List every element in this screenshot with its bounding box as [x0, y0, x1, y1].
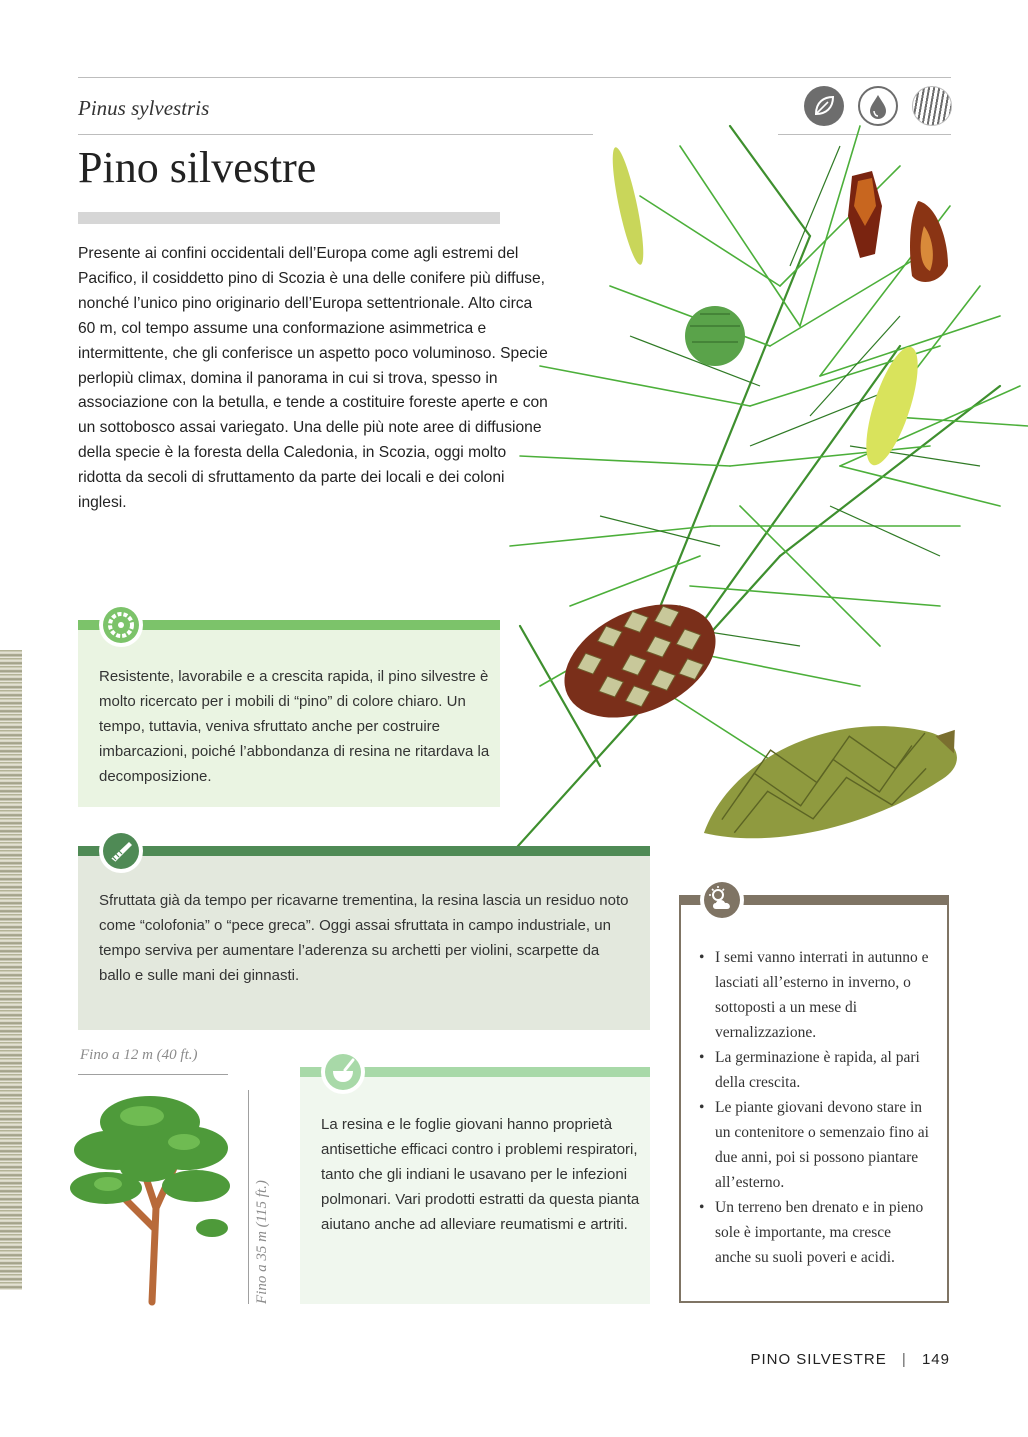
intro-text: Presente ai confini occidentali dell’Europa come agli estremi del Pacifico, il cosiddetto pino di Scozia è una delle conifere più diffuse, nonché l’unico pino originario dell’Europa settentrionale. Alto circa 60 m, col tempo assume una conformazione asimmetrica e intermittente, che gli conferisce un aspetto poco voluminoso. Specie perlopiù climax, domina il panorama in cui si trova, spesso in associazione con la betulla, e tende a costituire foreste aperte e con un sottobosco assai variegato. Una delle più note aree di diffusione della specie è la foresta della Caledonia, in Scozia, oggi molto ridotta da secoli di sfruttamento da parte dei locali e dei coloni inglesi. — [78, 245, 548, 512]
page-title: Pino silvestre — [78, 143, 317, 192]
pine-branch-illustration — [480, 86, 1028, 886]
bark-texture-strip — [0, 650, 22, 1290]
footer-section: PINO SILVESTRE — [750, 1351, 887, 1368]
saw-blade-icon — [103, 607, 139, 643]
height-label: Fino a 35 m (115 ft.) — [254, 1180, 270, 1304]
mortar-pestle-icon — [325, 1054, 361, 1090]
title-bar — [78, 212, 500, 224]
page-number: 149 — [921, 1351, 950, 1368]
list-item: • I semi vanno interrati in autunno e lasciati all’esterno in inverno, o sottoposti a un mese di vernalizzazione. — [699, 945, 929, 1045]
resin-uses-text: Sfruttata già da tempo per ricavarne trementina, la resina lascia un residuo noto come “colofonia” o “pece greca”. Oggi assai sfruttata in campo industriale, un tempo serviva per aumentare l’aderenza su archetti per violini, scarpette da ballo e sulle mani dei ginnasti. — [99, 892, 629, 984]
cultivation-list — [699, 945, 929, 1270]
medicine-badge — [321, 1050, 365, 1094]
list-item: • Un terreno ben drenato e in pieno sole è importante, ma cresce anche su suoli poveri e acidi. — [699, 1195, 929, 1270]
medicinal-uses-text: La resina e le foglie giovani hanno proprietà antisettiche efficaci contro i problemi respiratori, tanto che gli indiani le usavano per le infezioni polmonari. Vari prodotti estratti da questa pianta aiutano anche ad alleviare reumatismi e artriti. — [321, 1116, 640, 1233]
width-label: Fino a 12 m (40 ft.) — [80, 1047, 198, 1063]
cultivation-box — [679, 895, 949, 1303]
list-item: • La germinazione è rapida, al pari della crescita. — [699, 1045, 929, 1095]
page-footer — [750, 1351, 950, 1368]
height-line — [248, 1090, 249, 1304]
wood-badge — [99, 603, 143, 647]
cultivation-badge — [700, 878, 744, 922]
width-line — [78, 1074, 228, 1075]
handsaw-icon — [103, 833, 139, 869]
sun-cloud-icon — [704, 882, 740, 918]
wood-uses-text: Resistente, lavorabile e a crescita rapida, il pino silvestre è molto ricercato per i mobili di “pino” di colore chiaro. Un tempo, tuttavia, veniva sfruttato anche per costruire imbarcazioni, poiché l’abbondanza di resina ne ritardava la decomposizione. — [99, 668, 490, 785]
resin-badge — [99, 829, 143, 873]
latin-name: Pinus sylvestris — [78, 96, 210, 120]
top-rule — [78, 77, 951, 78]
tree-silhouette — [66, 1088, 236, 1306]
footer-separator: | — [901, 1351, 907, 1368]
list-item: • Le piante giovani devono stare in un contenitore o semenzaio fino ai due anni, poi si possono piantare all’esterno. — [699, 1095, 929, 1195]
